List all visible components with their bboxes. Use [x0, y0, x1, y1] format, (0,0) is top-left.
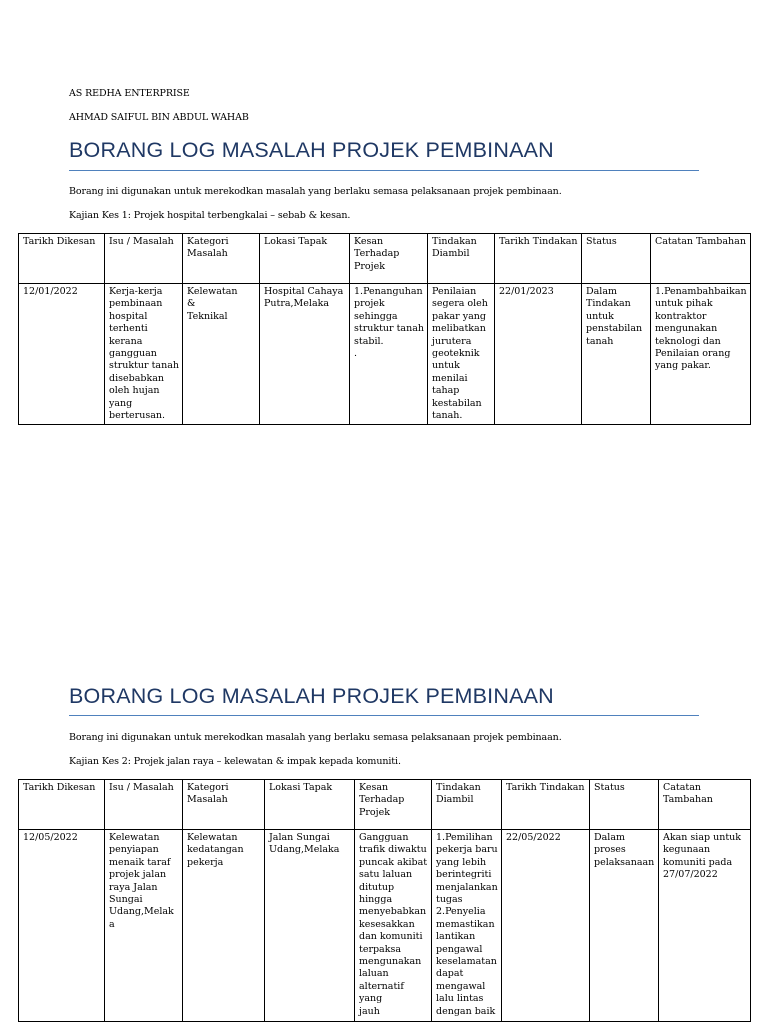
table-header-row: [19, 234, 751, 284]
header-cell: Kesan Terhadap Projek: [350, 234, 428, 284]
table-cell: Dalam Tindakan untuk penstabilan tanah: [582, 284, 651, 425]
header-cell: Tarikh Tindakan: [502, 780, 590, 830]
header-cell: Tarikh Tindakan: [495, 234, 582, 284]
header-cell: Isu / Masalah: [105, 780, 183, 830]
company-name: AS REDHA ENTERPRISE: [69, 88, 190, 99]
header-cell: Lokasi Tapak: [265, 780, 355, 830]
table-cell: 22/01/2023: [495, 284, 582, 425]
problem-log-table-1: [18, 233, 751, 425]
header-cell: Tindakan Diambil: [432, 780, 502, 830]
table-cell: Kelewatan & Teknikal: [183, 284, 260, 425]
table-cell: Kelewatan penyiapan menaik taraf projek jalan raya Jalan Sungai Udang,Melaka: [105, 830, 183, 1022]
header-cell: Catatan Tambahan: [651, 234, 751, 284]
header-cell: Kategori Masalah: [183, 234, 260, 284]
header-cell: Isu / Masalah: [105, 234, 183, 284]
author-name: AHMAD SAIFUL BIN ABDUL WAHAB: [69, 112, 249, 123]
table-cell: 1.Penambahbaikan untuk pihak kontraktor mengunakan teknologi dan Penilaian orang yang pakar.: [651, 284, 751, 425]
table-cell: Dalam proses pelaksanaan: [590, 830, 659, 1022]
section-1-description: Borang ini digunakan untuk merekodkan masalah yang berlaku semasa pelaksanaan projek pembinaan.: [69, 186, 562, 197]
section-2-description: Borang ini digunakan untuk merekodkan masalah yang berlaku semasa pelaksanaan projek pembinaan.: [69, 732, 562, 743]
section-1-title-rule: [69, 170, 699, 171]
header-cell: Kesan Terhadap Projek: [355, 780, 432, 830]
table-row: [19, 830, 751, 1022]
header-cell: Catatan Tambahan: [659, 780, 751, 830]
table-cell: Gangguan trafik diwaktu puncak akibat satu laluan ditutup hingga menyebabkan kesesakkan dan komuniti terpaksa mengunakan laluan alternatif yang jauh: [355, 830, 432, 1022]
table-cell: Akan siap untuk kegunaan komuniti pada 27/07/2022: [659, 830, 751, 1022]
table-cell: 12/05/2022: [19, 830, 105, 1022]
table-cell: Jalan Sungai Udang,Melaka: [265, 830, 355, 1022]
table-cell: Hospital Cahaya Putra,Melaka: [260, 284, 350, 425]
table-cell: Kelewatan kedatangan pekerja: [183, 830, 265, 1022]
table-cell: 1.Penanguhan projek sehingga struktur tanah stabil. .: [350, 284, 428, 425]
table-cell: 22/05/2022: [502, 830, 590, 1022]
header-cell: Tarikh Dikesan: [19, 780, 105, 830]
header-cell: Kategori Masalah: [183, 780, 265, 830]
section-2-case: Kajian Kes 2: Projek jalan raya – kelewatan & impak kepada komuniti.: [69, 756, 401, 767]
section-1-title: BORANG LOG MASALAH PROJEK PEMBINAAN: [69, 138, 554, 162]
section-2-title-rule: [69, 715, 699, 716]
table-cell: Kerja-kerja pembinaan hospital terhenti kerana gangguan struktur tanah disebabkan oleh hujan yang berterusan.: [105, 284, 183, 425]
header-cell: Lokasi Tapak: [260, 234, 350, 284]
header-cell: Tindakan Diambil: [428, 234, 495, 284]
table-cell: Penilaian segera oleh pakar yang melibatkan jurutera geoteknik untuk menilai tahap kestabilan tanah.: [428, 284, 495, 425]
table-cell: 1.Pemilihan pekerja baru yang lebih berintegriti menjalankan tugas 2.Penyelia memastikan lantikan pengawal keselamatan dapat mengawal lalu lintas dengan baik: [432, 830, 502, 1022]
header-cell: Status: [590, 780, 659, 830]
problem-log-table-2: [18, 779, 751, 1022]
table-header-row: [19, 780, 751, 830]
header-cell: Tarikh Dikesan: [19, 234, 105, 284]
table-cell: 12/01/2022: [19, 284, 105, 425]
table-row: [19, 284, 751, 425]
section-2-title: BORANG LOG MASALAH PROJEK PEMBINAAN: [69, 684, 554, 708]
header-cell: Status: [582, 234, 651, 284]
section-1-case: Kajian Kes 1: Projek hospital terbengkalai – sebab & kesan.: [69, 210, 351, 221]
